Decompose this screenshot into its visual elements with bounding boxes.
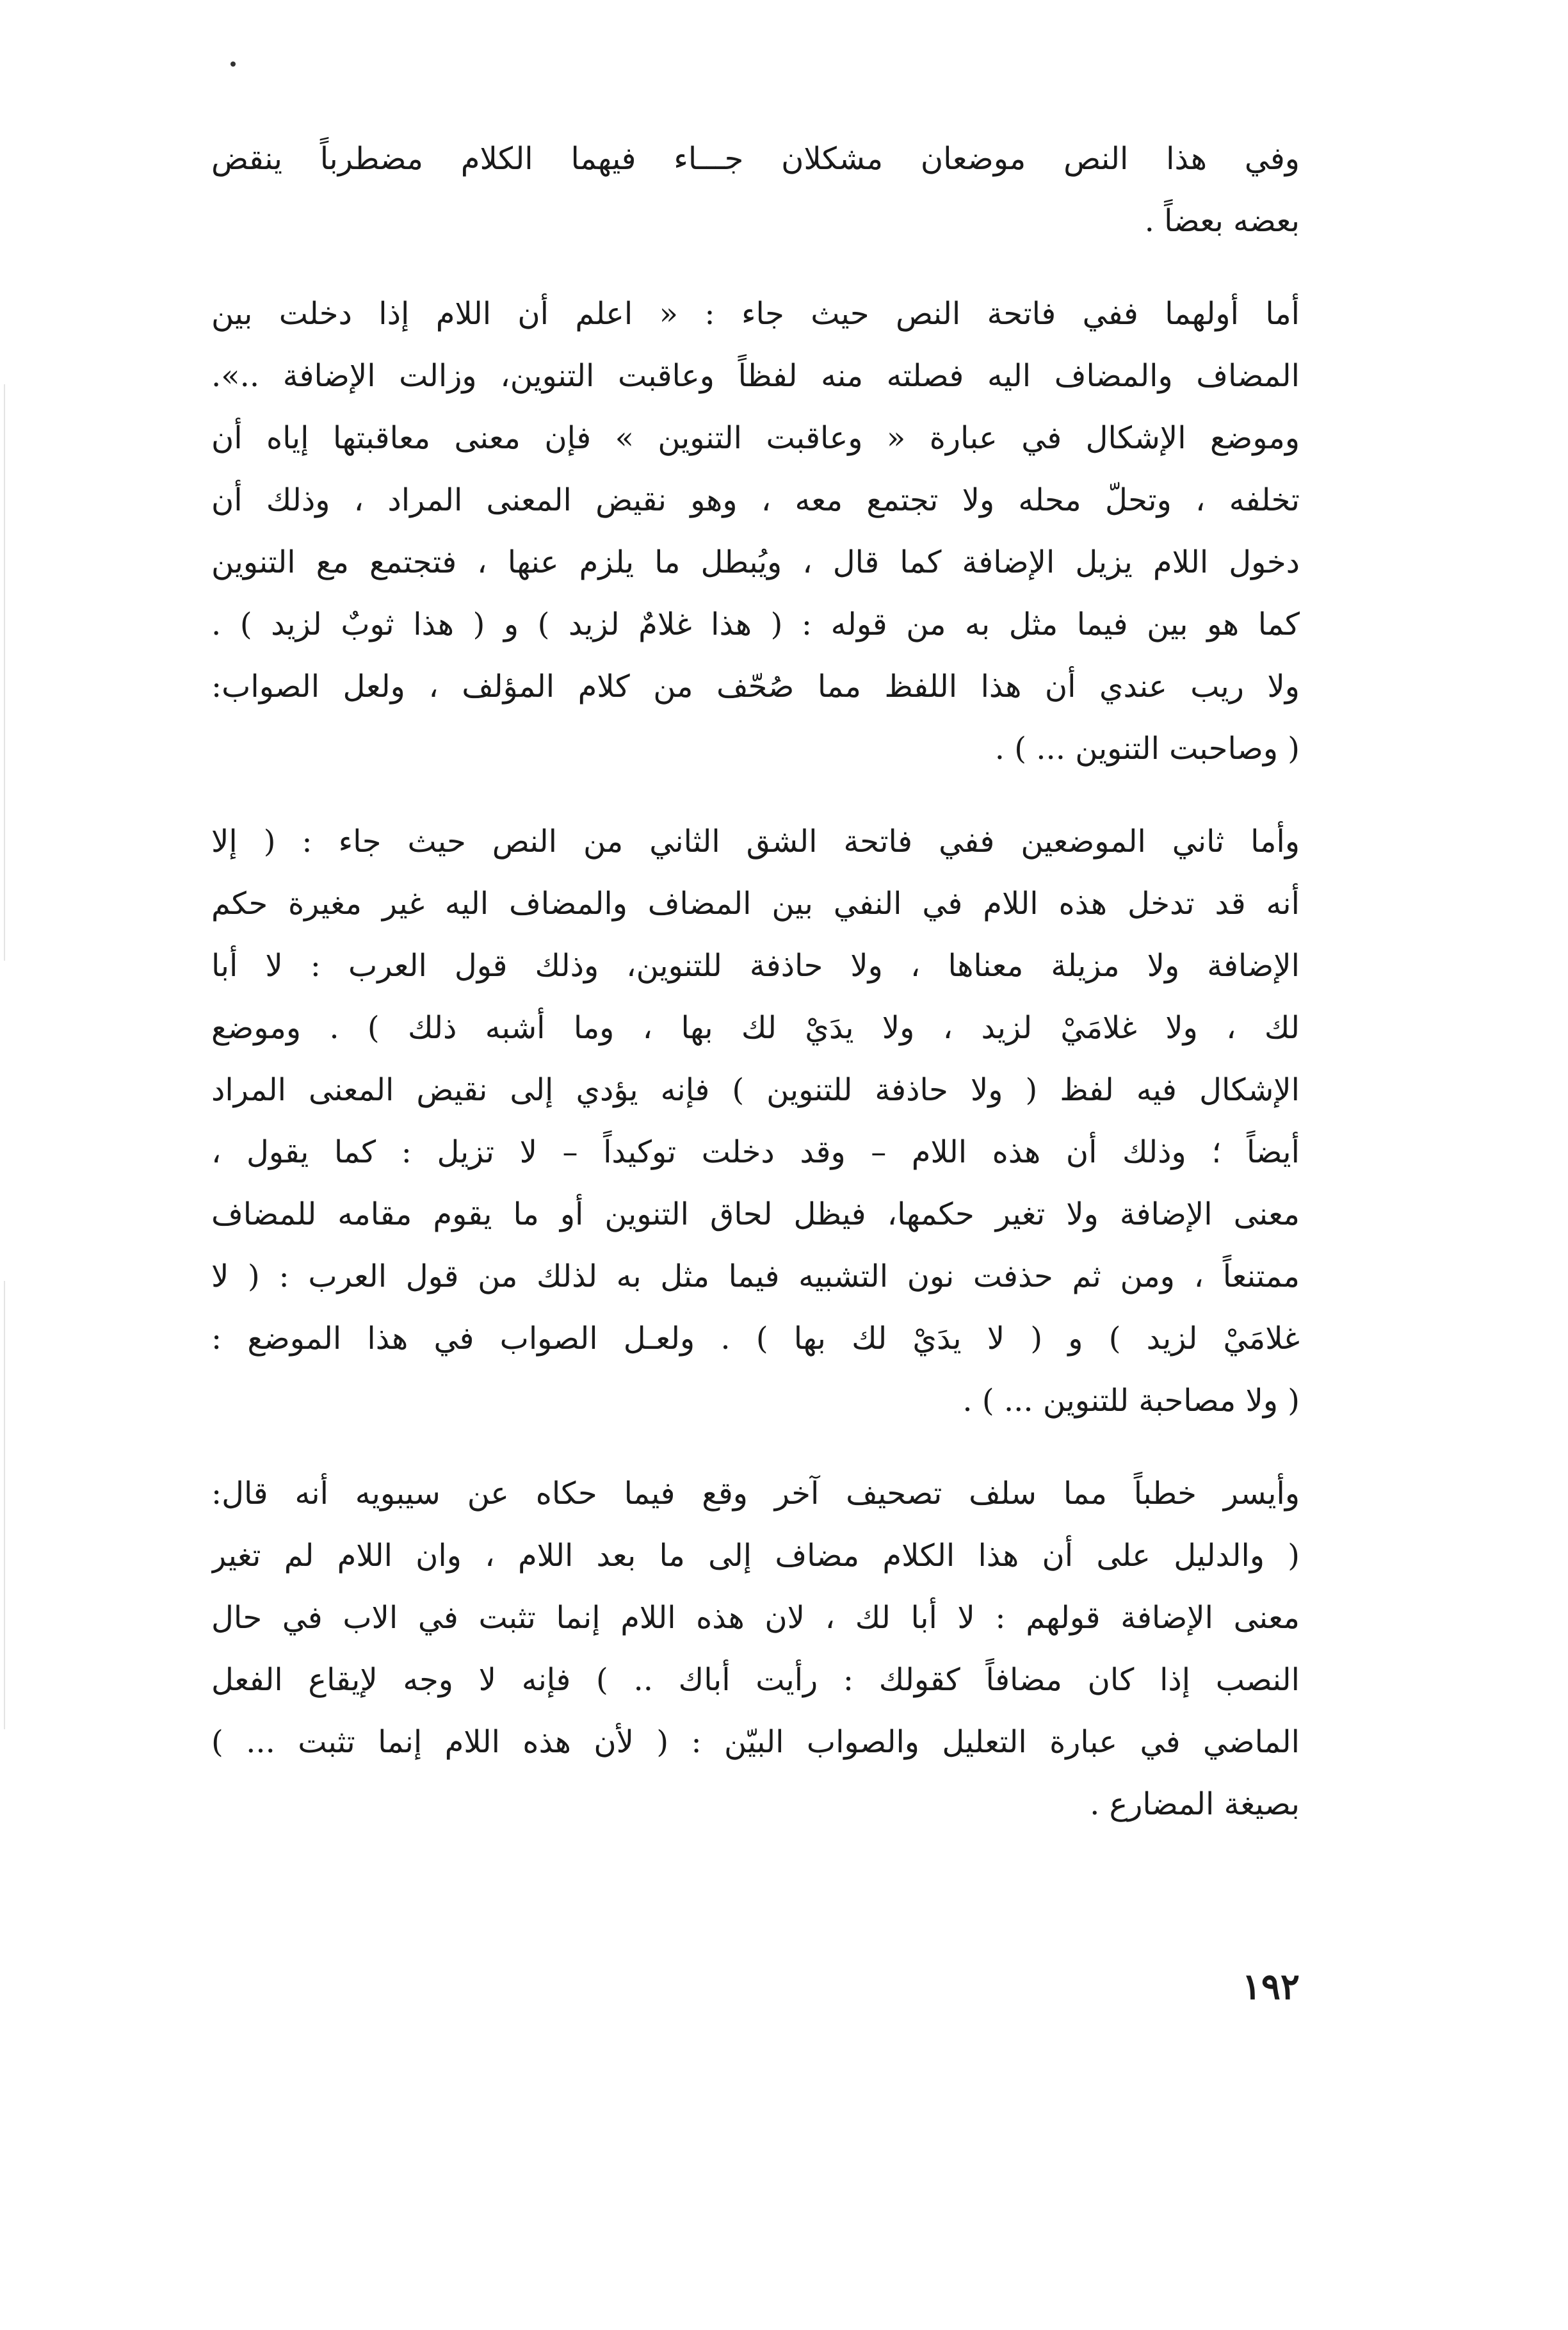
text-line: أيضاً ؛ وذلك أن هذه اللام – وقد دخلت توكيداً – لا تزيل : كما يقول ، — [211, 1134, 1300, 1170]
text-line: ( وصاحبت التنوين ... ) . — [994, 731, 1300, 767]
text-line: أما أولهما ففي فاتحة النص حيث جاء : « اعلم أن اللام إذا دخلت بين — [211, 296, 1300, 332]
text-line: دخول اللام يزيل الإضافة كما قال ، ويُبطل ما يلزم عنها ، فتجتمع مع التنوين — [211, 544, 1300, 580]
text-line: الماضي في عبارة التعليل والصواب البيّن : ( لأن هذه اللام إنما تثبت ... ) — [211, 1724, 1300, 1760]
text-line: ممتنعاً ، ومن ثم حذفت نون التشبيه فيما مثل به لذلك من قول العرب : ( لا — [211, 1259, 1300, 1294]
text-line: أنه قد تدخل هذه اللام في النفي بين المضاف والمضاف اليه غير مغيرة حكم — [211, 886, 1300, 922]
text-line: غلامَيْ لزيد ) و ( لا يدَيْ لك بها ) . ولعـل الصواب في هذا الموضع : — [211, 1321, 1300, 1356]
text-line: وموضع الإشكال في عبارة « وعاقبت التنوين » فإن معنى معاقبتها إياه أن — [211, 420, 1300, 456]
body-text — [211, 128, 1300, 1866]
page-number: ١٩٢ — [1241, 1966, 1300, 2008]
scan-speck — [230, 61, 236, 67]
text-line: وفي هذا النص موضعان مشكلان جـــاء فيهما الكلام مضطرباً ينقض — [211, 141, 1300, 177]
text-line: بصيغة المضارع . — [1090, 1786, 1300, 1822]
paragraph — [211, 811, 1300, 1432]
text-line: ولا ريب عندي أن هذا اللفظ مما صُحّف من كلام المؤلف ، ولعل الصواب: — [211, 669, 1300, 705]
paragraph — [211, 128, 1300, 252]
text-line: كما هو بين فيما مثل به من قوله : ( هذا غلامٌ لزيد ) و ( هذا ثوبٌ لزيد ) . — [211, 607, 1300, 642]
text-line: الإشكال فيه لفظ ( ولا حاذفة للتنوين ) فإنه يؤدي إلى نقيض المعنى المراد — [211, 1072, 1300, 1108]
text-line: ( ولا مصاحبة للتنوين ... ) . — [962, 1383, 1300, 1419]
text-line: الإضافة ولا مزيلة معناها ، ولا حاذفة للتنوين، وذلك قول العرب : لا أبا — [211, 948, 1300, 984]
text-line: النصب إذا كان مضافاً كقولك : رأيت أباك .. ) فإنه لا وجه لإيقاع الفعل — [211, 1662, 1300, 1698]
text-line: تخلفه ، وتحلّ محله ولا تجتمع معه ، وهو نقيض المعنى المراد ، وذلك أن — [211, 482, 1300, 518]
text-line: لك ، ولا غلامَيْ لزيد ، ولا يدَيْ لك بها ، وما أشبه ذلك ) . وموضع — [211, 1010, 1300, 1046]
text-line: معنى الإضافة قولهم : لا أبا لك ، لان هذه اللام إنما تثبت في الاب في حال — [211, 1600, 1300, 1636]
text-line: المضاف والمضاف اليه فصلته منه لفظاً وعاقبت التنوين، وزالت الإضافة ..». — [211, 358, 1300, 394]
scan-edge-mark — [4, 1281, 5, 1729]
text-line: معنى الإضافة ولا تغير حكمها، فيظل لحاق التنوين أو ما يقوم مقامه للمضاف — [211, 1196, 1300, 1232]
text-line: وأيسر خطباً مما سلف تصحيف آخر وقع فيما حكاه عن سيبويه أنه قال: — [211, 1476, 1300, 1511]
scan-edge-mark — [4, 384, 5, 961]
text-line: ( والدليل على أن هذا الكلام مضاف إلى ما بعد اللام ، وان اللام لم تغير — [211, 1538, 1300, 1574]
text-line: وأما ثاني الموضعين ففي فاتحة الشق الثاني من النص حيث جاء : ( إلا — [211, 824, 1300, 859]
paragraph — [211, 283, 1300, 780]
text-line: بعضه بعضاً . — [1144, 203, 1300, 239]
paragraph — [211, 1463, 1300, 1836]
